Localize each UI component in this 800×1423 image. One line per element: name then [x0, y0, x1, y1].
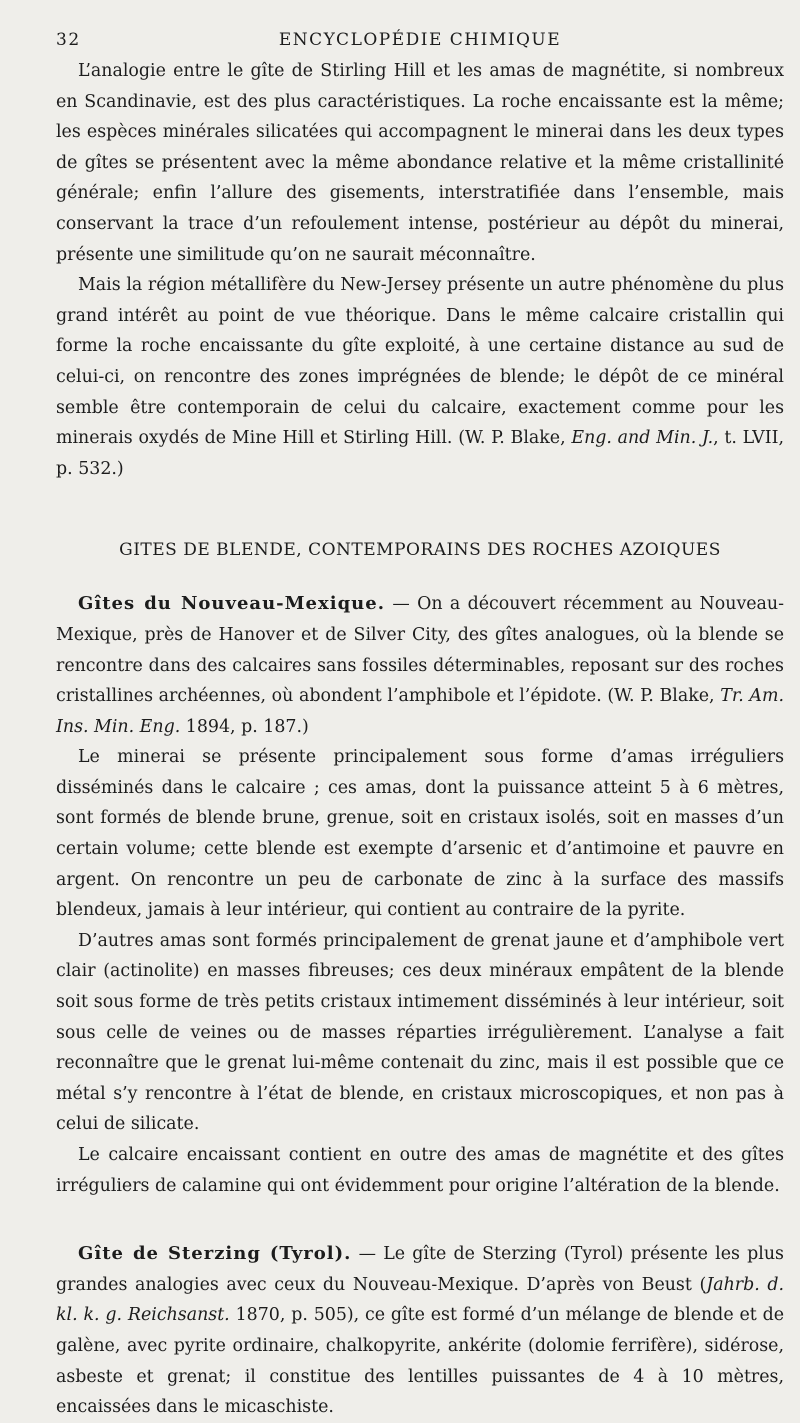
- sterzing-paragraph: [56, 1239, 784, 1423]
- intro-paragraph-2-reference: Eng. and Min. J.: [571, 428, 714, 449]
- intro-paragraph-2: [56, 270, 784, 484]
- intro-paragraph-1: L’analogie entre le gîte de Stirling Hill et les amas de magnétite, si nombreux en Scandinavie, est des plus caractéristiques. La roche encaissante est la même; les espèces minérales silicatées qui accompagnent le minerai dans les deux types de gîtes se présentent avec la même abondance relative et la même cristallinité générale; enfin l’allure des gisements, interstratifiée dans l’ensemble, mais conservant la trace d’un refoulement intense, postérieur au dépôt du minerai, présente une similitude qu’on ne saurait méconnaître.: [56, 61, 784, 265]
- section-gap: [56, 1201, 784, 1239]
- nouveau-mexique-heading: Gîtes du Nouveau-Mexique.: [78, 593, 385, 615]
- nouveau-mexique-paragraph-1: [56, 589, 784, 742]
- section-title: GITES DE BLENDE, CONTEMPORAINS DES ROCHES AZOIQUES: [119, 540, 721, 561]
- nouveau-mexique-paragraph-4: Le calcaire encaissant contient en outre des amas de magnétite et des gîtes irréguliers de calamine qui ont évidemment pour origine l’altération de la blende.: [56, 1145, 784, 1196]
- sterzing-reference: Jahrb. d. kl. k. g. Reichsanst.: [56, 1274, 785, 1326]
- sterzing-heading: Gîte de Sterzing (Tyrol).: [78, 1243, 352, 1265]
- nouveau-mexique-paragraph-1-text: — On a découvert récemment au Nouveau-Mexique, près de Hanover et de Silver City, des gîtes analogues, où la blende se rencontre dans des calcaires sans fossiles déterminables, reposant sur des roches cristallines archéennes, où abondent l’amphibole et l’épidote. (W. P. Blake,: [56, 594, 784, 707]
- nouveau-mexique-reference-tail: 1894, p. 187.): [180, 716, 309, 737]
- running-title: ENCYCLOPÉDIE CHIMIQUE: [278, 30, 562, 50]
- sterzing-paragraph-text: — Le gîte de Sterzing (Tyrol) présente les plus grandes analogies avec ceux du Nouveau-Mexique. D’après von Beust (: [56, 1244, 784, 1295]
- sterzing-paragraph-tail: 1870, p. 505), ce gîte est formé d’un mélange de blende et de galène, avec pyrite ordinaire, chalkopyrite, ankérite (dolomie ferrifère), sidérose, asbeste et grenat; il constitue des lentilles puissantes de 4 à 10 mètres, encaissées dans le micaschiste.: [56, 1305, 784, 1418]
- nouveau-mexique-reference: Tr. Am. Ins. Min. Eng.: [56, 686, 784, 737]
- intro-paragraph-2-text: Mais la région métallifère du New-Jersey présente un autre phénomène du plus grand intérêt au point de vue théorique. Dans le même calcaire cristallin qui forme la roche encaissante du gîte exploité, à une certaine distance au sud de celui-ci, on rencontre des zones imprégnées de blende; le dépôt de ce minéral semble être contemporain de celui du calcaire, exactement comme pour les minerais oxydés de Mine Hill et Stirling Hill. (W. P. Blake,: [56, 275, 784, 449]
- intro-paragraph-2-tail: , t. LVII, p. 532.): [56, 428, 784, 479]
- page-number: 32: [56, 30, 81, 50]
- nouveau-mexique-paragraph-2: Le minerai se présente principalement sous forme d’amas irréguliers disséminés dans le calcaire ; ces amas, dont la puissance atteint 5 à 6 mètres, sont formés de blende brune, grenue, soit en cristaux isolés, soit en masses d’un certain volume; cette blende est exempte d’arsenic et d’antimoine et pauvre en argent. On rencontre un peu de carbonate de zinc à la surface des massifs blendeux, jamais à leur intérieur, qui contient au contraire de la pyrite.: [56, 747, 784, 921]
- nouveau-mexique-paragraph-3: D’autres amas sont formés principalement de grenat jaune et d’amphibole vert clair (actinolite) en masses fibreuses; ces deux minéraux empâtent de la blende soit sous forme de très petits cristaux intimement disséminés à leur intérieur, soit sous celle de veines ou de masses réparties irrégulièrement. L’analyse a fait reconnaître que le grenat lui-même contenait du zinc, mais il est possible que ce métal s’y rencontre à l’état de blende, en cristaux microscopiques, et non pas à celui de silicate.: [56, 930, 784, 1135]
- page-header: [56, 22, 784, 56]
